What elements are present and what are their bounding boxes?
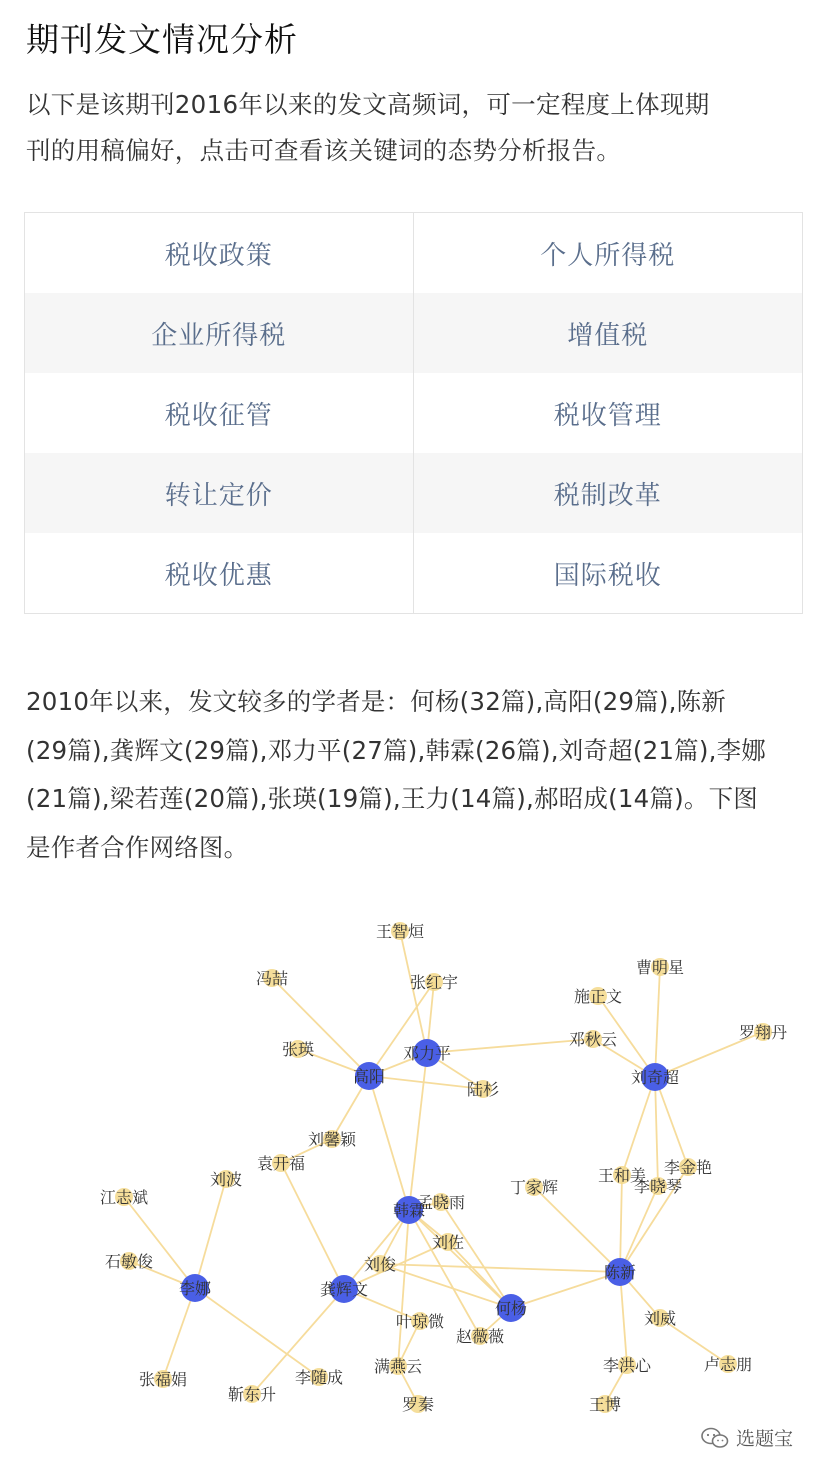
graph-node-label: 高阳 [352, 1067, 386, 1086]
graph-node-dengliping[interactable] [403, 1039, 451, 1067]
graph-node-fengzhe[interactable] [256, 969, 288, 988]
graph-node-liuxinying[interactable] [308, 1130, 357, 1149]
graph-node-jindongsheng[interactable] [228, 1385, 276, 1404]
graph-node-label: 邓力平 [402, 1044, 452, 1063]
graph-node-label: 张红宇 [409, 973, 459, 992]
graph-node-label: 韩霖 [392, 1201, 426, 1220]
graph-edge [163, 1288, 195, 1379]
graph-node-label: 刘威 [643, 1309, 677, 1328]
graph-edge [620, 1186, 658, 1272]
graph-node-lijinyan[interactable] [664, 1158, 712, 1177]
graph-edge [380, 1264, 511, 1308]
graph-node-label: 袁开福 [256, 1154, 306, 1173]
graph-node-label: 龚辉文 [319, 1280, 369, 1299]
graph-node-liuqichao[interactable] [631, 1063, 679, 1091]
graph-node-label: 卢志朋 [703, 1355, 753, 1374]
graph-node-label: 曹明星 [635, 958, 685, 977]
graph-node-gonghuiwen[interactable] [320, 1275, 368, 1303]
keyword-link[interactable]: 企业所得税 [25, 293, 414, 373]
graph-node-jiangzhibin[interactable] [100, 1188, 148, 1207]
graph-node-label: 王智烜 [375, 922, 425, 941]
graph-node-label: 陈新 [603, 1263, 637, 1282]
graph-node-zhangfujuan[interactable] [139, 1370, 187, 1389]
authors-line: (21篇),梁若莲(20篇),张瑛(19篇),王力(14篇),郝昭成(14篇)。下图 [26, 784, 759, 813]
keyword-link[interactable]: 税收政策 [25, 213, 414, 293]
graph-edge [195, 1179, 226, 1288]
graph-node-label: 李晓琴 [633, 1177, 683, 1196]
keyword-link[interactable]: 税收征管 [25, 373, 414, 453]
graph-edge [380, 1264, 620, 1272]
graph-node-label: 王博 [588, 1395, 622, 1414]
graph-edge [655, 1077, 688, 1167]
graph-node-label: 冯喆 [255, 969, 289, 988]
graph-node-lina[interactable] [179, 1274, 211, 1302]
graph-node-yuankaifu[interactable] [257, 1154, 305, 1173]
graph-node-gaoyang[interactable] [353, 1062, 385, 1090]
graph-node-label: 叶琼微 [395, 1312, 445, 1331]
intro-text [26, 82, 802, 174]
graph-node-label: 罗秦 [401, 1395, 435, 1414]
graph-node-label: 张瑛 [281, 1040, 315, 1059]
graph-node-label: 罗翔丹 [738, 1023, 788, 1042]
graph-nodes [100, 922, 787, 1414]
graph-edge [409, 1053, 427, 1210]
graph-edge [409, 1210, 511, 1308]
wechat-icon [700, 1427, 730, 1449]
authors-line: 2010年以来，发文较多的学者是：何杨(32篇),高阳(29篇),陈新 [26, 687, 727, 716]
graph-node-label: 石敏俊 [104, 1252, 154, 1271]
graph-node-label: 刘佐 [431, 1233, 465, 1252]
graph-node-lihongxin[interactable] [603, 1356, 652, 1375]
graph-node-liuzuo[interactable] [432, 1233, 464, 1252]
graph-edge [400, 931, 427, 1053]
keyword-table [24, 212, 803, 614]
graph-node-yeqiongwei[interactable] [396, 1312, 444, 1331]
graph-node-label: 孟晓雨 [416, 1193, 466, 1212]
graph-node-label: 张福娟 [138, 1370, 188, 1389]
graph-edge [441, 1202, 511, 1308]
graph-node-sunxiaoyu[interactable] [417, 1193, 465, 1212]
page-title: 期刊发文情况分析 [26, 20, 298, 59]
graph-edge [344, 1210, 409, 1289]
graph-edge [622, 1077, 655, 1175]
graph-node-label: 邓秋云 [568, 1030, 618, 1049]
graph-node-luoxiangdan[interactable] [739, 1023, 787, 1042]
graph-node-dingjiahui[interactable] [510, 1178, 558, 1197]
graph-node-label: 王和美 [597, 1166, 647, 1185]
keyword-link[interactable]: 国际税收 [553, 560, 662, 591]
graph-node-label: 李娜 [178, 1279, 212, 1298]
keyword-link[interactable]: 税收管理 [553, 400, 662, 431]
graph-node-label: 刘俊 [363, 1255, 397, 1274]
graph-node-label: 刘奇超 [630, 1068, 680, 1087]
coauthor-network-graph [0, 880, 828, 1473]
intro-line: 刊的用稿偏好，点击可查看该关键词的态势分析报告。 [26, 136, 622, 165]
graph-node-chenxin[interactable] [604, 1258, 636, 1286]
graph-node-shiminjun[interactable] [105, 1252, 153, 1271]
graph-node-luoqin[interactable] [402, 1395, 434, 1414]
graph-node-luzhipeng[interactable] [704, 1355, 752, 1374]
graph-edge [195, 1288, 319, 1377]
graph-edge [398, 1210, 409, 1366]
graph-node-heyang[interactable] [495, 1294, 527, 1322]
keyword-link[interactable]: 税制改革 [414, 453, 803, 533]
graph-node-label: 丁家辉 [509, 1178, 559, 1197]
graph-node-label: 李洪心 [602, 1356, 652, 1375]
graph-node-liujun[interactable] [364, 1255, 396, 1274]
graph-node-dengqiuyun[interactable] [569, 1030, 617, 1049]
graph-edge [281, 1163, 344, 1289]
graph-node-label: 施正文 [573, 987, 623, 1006]
graph-node-label: 刘馨颖 [307, 1130, 357, 1149]
authors-text [26, 678, 802, 872]
graph-edge [272, 978, 369, 1076]
graph-edge [655, 967, 660, 1077]
graph-node-wangbo[interactable] [589, 1395, 621, 1414]
graph-node-label: 陆杉 [466, 1080, 500, 1099]
keyword-link[interactable]: 税收优惠 [25, 533, 414, 613]
graph-node-zhanghongyu[interactable] [410, 973, 458, 992]
authors-line: 是作者合作网络图。 [26, 832, 249, 862]
watermark-label: 选题宝 [736, 1428, 794, 1450]
graph-node-wangzhixuan[interactable] [376, 922, 424, 941]
graph-node-label: 刘波 [209, 1170, 243, 1189]
graph-node-label: 靳东升 [227, 1385, 277, 1404]
graph-node-lixiaoqin[interactable] [634, 1177, 682, 1196]
graph-node-label: 赵薇薇 [455, 1327, 505, 1346]
graph-node-zhangying[interactable] [282, 1040, 314, 1059]
graph-node-caomingxing[interactable] [636, 958, 684, 977]
graph-node-liuwei[interactable] [644, 1309, 676, 1328]
graph-node-label: 满燕云 [373, 1357, 423, 1376]
graph-node-zhaoweiwei[interactable] [456, 1327, 504, 1346]
keyword-link[interactable]: 个人所得税 [540, 240, 676, 271]
keyword-link[interactable]: 增值税 [414, 293, 803, 373]
graph-edge [534, 1187, 620, 1272]
graph-node-label: 李金艳 [663, 1158, 713, 1177]
graph-edge [655, 1077, 658, 1186]
graph-node-lushan[interactable] [467, 1080, 499, 1099]
watermark [700, 1424, 793, 1451]
authors-line: (29篇),龚辉文(29篇),邓力平(27篇),韩霖(26篇),刘奇超(21篇),李娜 [26, 735, 766, 765]
intro-line: 以下是该期刊2016年以来的发文高频词，可一定程度上体现期 [26, 90, 710, 119]
graph-node-manyanyun[interactable] [374, 1357, 422, 1376]
graph-node-label: 江志斌 [99, 1188, 149, 1207]
graph-node-label: 何杨 [494, 1299, 528, 1318]
graph-node-liubo[interactable] [210, 1170, 242, 1189]
graph-node-shizhengwen[interactable] [574, 987, 622, 1006]
graph-node-lisuicheng[interactable] [295, 1368, 343, 1387]
graph-edge [620, 1175, 622, 1272]
keyword-link[interactable]: 转让定价 [25, 453, 414, 533]
graph-node-label: 李随成 [294, 1368, 344, 1387]
graph-edge [369, 1076, 409, 1210]
